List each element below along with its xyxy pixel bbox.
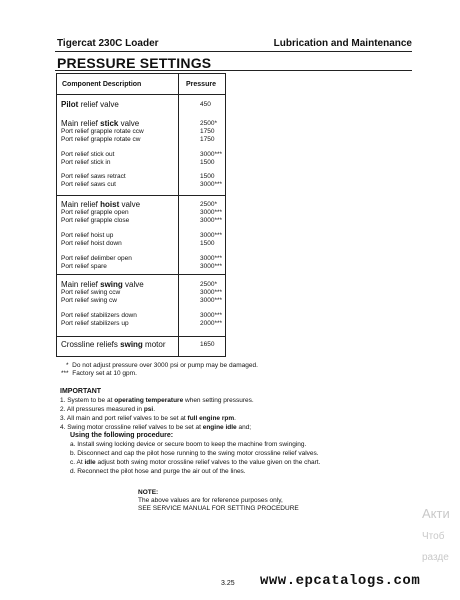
row-description: Crossline reliefs swing motor <box>61 340 166 349</box>
procedure-item: b. Disconnect and cap the pilot hose running to the swing motor crossline relief valves. <box>70 450 319 457</box>
row-description: Port relief grapple rotate ccw <box>61 128 144 135</box>
header-section: Lubrication and Maintenance <box>273 38 412 49</box>
header-divider <box>57 94 225 95</box>
row-pressure: 3000*** <box>200 255 223 262</box>
note-heading: NOTE: <box>138 489 159 496</box>
row-pressure: 3000*** <box>200 312 223 319</box>
row-description: Port relief swing ccw <box>61 289 121 296</box>
row-pressure: 3000*** <box>200 209 223 216</box>
row-description: Port relief hoist down <box>61 240 122 247</box>
important-item: 2. All pressures measured in psi. <box>60 406 156 413</box>
row-description: Port relief stick in <box>61 159 111 166</box>
row-pressure: 1750 <box>200 136 215 143</box>
note-text-caps: SEE SERVICE MANUAL FOR SETTING PROCEDURE <box>138 505 299 512</box>
important-heading: IMPORTANT <box>60 388 102 395</box>
row-pressure: 3000*** <box>200 181 223 188</box>
row-pressure: 450 <box>200 101 211 108</box>
header-title: Tigercat 230C Loader <box>57 38 159 49</box>
row-description: Port relief saws cut <box>61 181 116 188</box>
group-divider <box>57 336 225 337</box>
row-description: Port relief grapple rotate cw <box>61 136 141 143</box>
col-header-component: Component Description <box>62 81 142 88</box>
row-pressure: 1650 <box>200 341 215 348</box>
row-pressure: 1750 <box>200 128 215 135</box>
row-pressure: 1500 <box>200 173 215 180</box>
row-pressure: 2500* <box>200 120 217 127</box>
row-description: Pilot relief valve <box>61 100 119 109</box>
row-description: Main relief stick valve <box>61 119 140 128</box>
row-pressure: 3000*** <box>200 217 223 224</box>
important-item: 1. System to be at operating temperature when setting pressures. <box>60 397 254 404</box>
row-description: Main relief hoist valve <box>61 200 141 209</box>
procedure-item: a. Install swing locking device or secure boom to keep the machine from swinging. <box>70 441 307 448</box>
row-description: Port relief saws retract <box>61 173 126 180</box>
col-header-pressure: Pressure <box>186 81 216 88</box>
watermark-line: Акти <box>422 506 450 521</box>
row-pressure: 3000*** <box>200 151 223 158</box>
row-description: Port relief stabilizers down <box>61 312 137 319</box>
row-description: Port relief hoist up <box>61 232 114 239</box>
title-rule <box>55 70 412 71</box>
footnote: * Do not adjust pressure over 3000 psi or pump may be damaged. <box>66 362 258 369</box>
row-pressure: 3000*** <box>200 289 223 296</box>
row-description: Port relief stabilizers up <box>61 320 129 327</box>
page-number: 3.25 <box>221 580 235 587</box>
page-title: PRESSURE SETTINGS <box>57 55 212 71</box>
group-divider <box>57 274 225 275</box>
row-description: Port relief swing cw <box>61 297 117 304</box>
important-item: 4. Swing motor crossline relief valves to be set at engine idle and; <box>60 424 252 431</box>
row-description: Port relief delimber open <box>61 255 132 262</box>
watermark-line: Чтоб <box>422 531 445 542</box>
footnote: *** Factory set at 10 gpm. <box>61 370 137 377</box>
site-watermark: www.epcatalogs.com <box>260 573 421 589</box>
row-pressure: 3000*** <box>200 297 223 304</box>
row-description: Port relief spare <box>61 263 107 270</box>
row-description: Port relief stick out <box>61 151 115 158</box>
row-pressure: 2500* <box>200 201 217 208</box>
group-divider <box>57 195 225 196</box>
row-description: Main relief swing valve <box>61 280 144 289</box>
procedure-item: d. Reconnect the pilot hose and purge the air out of the lines. <box>70 468 246 475</box>
watermark-line: разде <box>422 552 449 563</box>
row-pressure: 2500* <box>200 281 217 288</box>
pressure-table <box>56 73 226 357</box>
column-divider <box>178 74 179 356</box>
note-text: The above values are for reference purposes only, <box>138 497 283 504</box>
row-pressure: 3000*** <box>200 263 223 270</box>
procedure-heading: Using the following procedure: <box>70 432 174 439</box>
header-rule <box>55 51 412 52</box>
row-description: Port relief grapple close <box>61 217 130 224</box>
row-pressure: 3000*** <box>200 232 223 239</box>
row-pressure: 2000*** <box>200 320 223 327</box>
row-pressure: 1500 <box>200 240 215 247</box>
row-description: Port relief grapple open <box>61 209 129 216</box>
important-item: 3. All main and port relief valves to be set at full engine rpm. <box>60 415 236 422</box>
row-pressure: 1500 <box>200 159 215 166</box>
procedure-item: c. At idle adjust both swing motor crossline relief valves to the value given on the chart. <box>70 459 321 466</box>
